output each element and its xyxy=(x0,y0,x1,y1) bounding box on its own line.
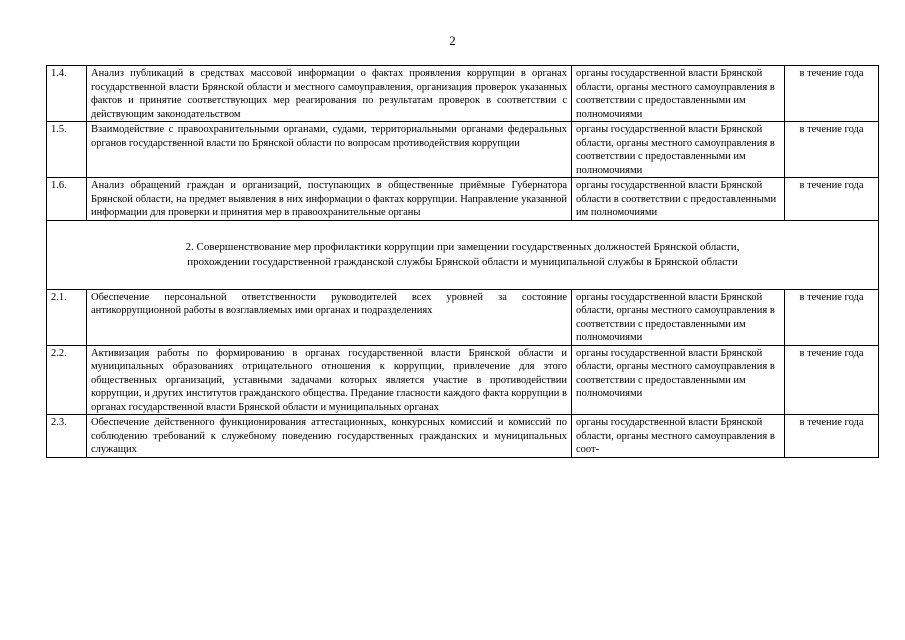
row-number: 2.3. xyxy=(47,415,87,458)
row-number: 1.6. xyxy=(47,178,87,221)
executor-text: органы государственной власти Брянской области, органы местного самоуправления в соответствии с предоставленными им полномочиями xyxy=(572,122,785,178)
executor-text: органы государственной власти Брянской области в соответствии с предоставленными им полномочиями xyxy=(572,178,785,221)
table-row xyxy=(47,415,879,458)
term-text: в течение года xyxy=(785,178,879,221)
measure-text: Анализ публикаций в средствах массовой информации о фактах проявления коррупции в органах государственной власти Брянской области и местного самоуправления, организация проверок указанных фактов и принятие соответствующих мер реагирования по результатам проверок в соответствии с действующим законодательством xyxy=(87,66,572,122)
executor-text: органы государственной власти Брянской области, органы местного самоуправления в соответствии с предоставленными им полномочиями xyxy=(572,345,785,415)
table-row xyxy=(47,66,879,122)
row-number: 2.1. xyxy=(47,289,87,345)
row-number: 2.2. xyxy=(47,345,87,415)
section-title-line-1: Совершенствование мер профилактики коррупции при замещении государственных должностей Брянской области, xyxy=(196,240,740,253)
measure-text: Активизация работы по формированию в органах государственной власти Брянской области и муниципальных образованиях отрицательного отношения к коррупции, привлечение для этого общественных организаций, уставными задачами которых является участие в противодействии коррупции, и других институтов гражданского общества. Предание гласности каждого факта коррупции в органах государственной власти Брянской области и муниципальных органах xyxy=(87,345,572,415)
term-text: в течение года xyxy=(785,415,879,458)
table-row xyxy=(47,289,879,345)
table-row xyxy=(47,345,879,415)
page-number: 2 xyxy=(449,33,456,48)
table-row xyxy=(47,178,879,221)
executor-text: органы государственной власти Брянской области, органы местного самоуправления в соот- xyxy=(572,415,785,458)
executor-text: органы государственной власти Брянской области, органы местного самоуправления в соответствии с предоставленными им полномочиями xyxy=(572,66,785,122)
executor-text: органы государственной власти Брянской области, органы местного самоуправления в соответствии с предоставленными им полномочиями xyxy=(572,289,785,345)
measures-table xyxy=(46,65,879,458)
term-text: в течение года xyxy=(785,122,879,178)
section-title-line-2: прохождении государственной гражданской службы Брянской области и муниципальной службы в Брянской области xyxy=(187,255,738,268)
row-number: 1.5. xyxy=(47,122,87,178)
term-text: в течение года xyxy=(785,66,879,122)
measure-text: Обеспечение действенного функционирования аттестационных, конкурсных комиссий и комиссий по соблюдению требований к служебному поведению государственных гражданских и муниципальных служащих xyxy=(87,415,572,458)
term-text: в течение года xyxy=(785,289,879,345)
measure-text: Взаимодействие с правоохранительными органами, судами, территориальными органами федеральных органов государственной власти по Брянской области по вопросам противодействия коррупции xyxy=(87,122,572,178)
section-heading-row xyxy=(47,220,879,289)
section-number: 2. xyxy=(185,240,194,253)
measure-text: Анализ обращений граждан и организаций, поступающих в общественные приёмные Губернатора Брянской области, на предмет выявления в них информации о фактах коррупции. Направление указанной информации для проверки и принятия мер в правоохранительные органы xyxy=(87,178,572,221)
table-row xyxy=(47,122,879,178)
row-number: 1.4. xyxy=(47,66,87,122)
term-text: в течение года xyxy=(785,345,879,415)
measure-text: Обеспечение персональной ответственности руководителей всех уровней за состояние антикоррупционной работы в возглавляемых ими органах и подразделениях xyxy=(87,289,572,345)
section-heading xyxy=(47,220,879,289)
